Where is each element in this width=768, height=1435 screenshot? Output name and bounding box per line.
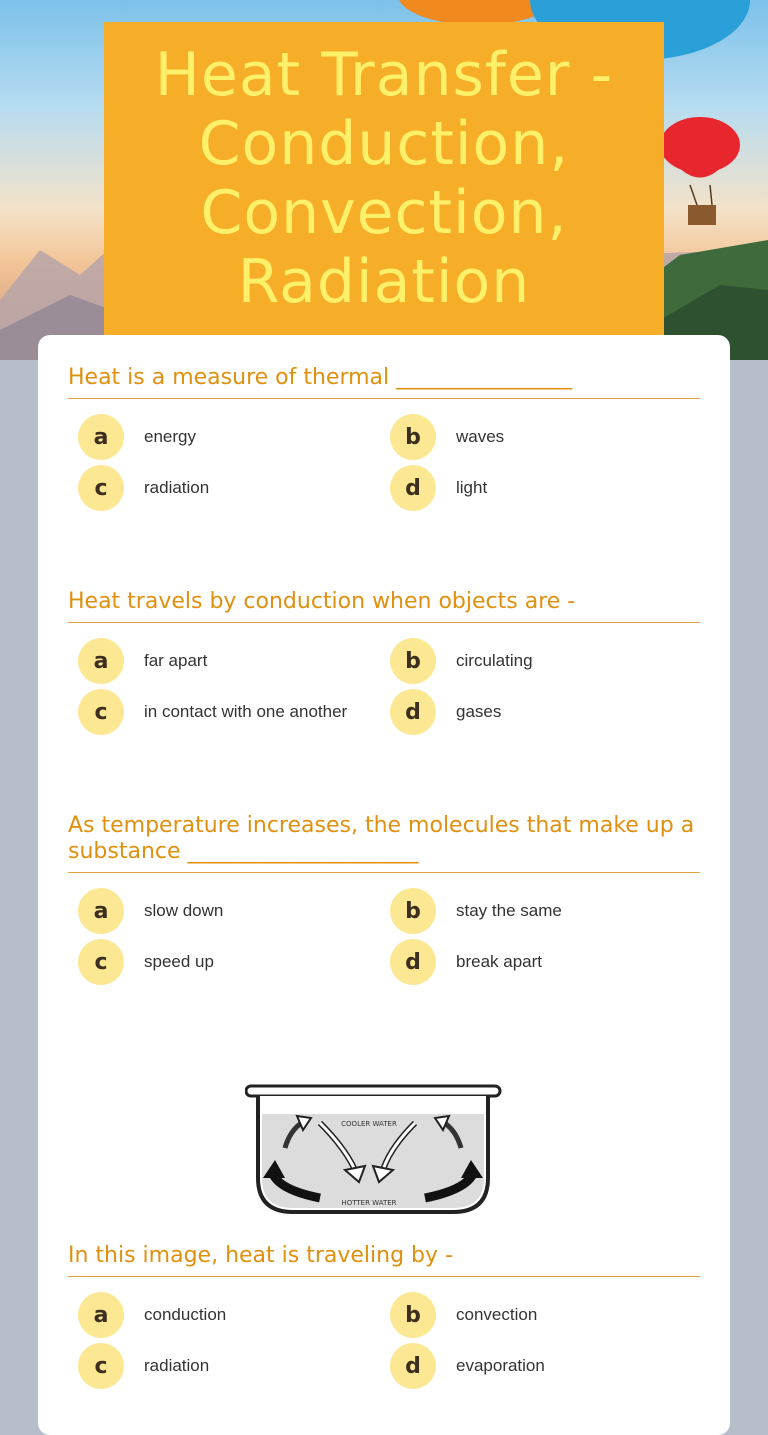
option-letter-badge: d bbox=[390, 1343, 436, 1389]
option-label: far apart bbox=[144, 651, 208, 670]
option-letter-badge: c bbox=[78, 689, 124, 735]
option-letter-badge: d bbox=[390, 939, 436, 985]
option-a[interactable] bbox=[68, 1292, 380, 1338]
option-d[interactable] bbox=[380, 465, 700, 511]
option-d[interactable] bbox=[380, 1343, 700, 1389]
option-letter-badge: d bbox=[390, 465, 436, 511]
question-2 bbox=[68, 589, 700, 740]
option-label: radiation bbox=[144, 1356, 210, 1375]
option-b[interactable] bbox=[380, 888, 700, 934]
answer-options bbox=[68, 888, 700, 990]
option-letter-badge: b bbox=[390, 1292, 436, 1338]
worksheet-card bbox=[38, 335, 730, 1435]
title-banner bbox=[104, 22, 664, 335]
option-label: gases bbox=[456, 702, 502, 721]
option-label: conduction bbox=[144, 1305, 227, 1324]
answer-options bbox=[68, 414, 700, 516]
option-c[interactable] bbox=[68, 939, 380, 985]
option-letter-badge: b bbox=[390, 414, 436, 460]
option-letter-badge: b bbox=[390, 888, 436, 934]
option-c[interactable] bbox=[68, 689, 380, 735]
option-label: evaporation bbox=[456, 1356, 545, 1375]
option-a[interactable] bbox=[68, 888, 380, 934]
option-a[interactable] bbox=[68, 414, 380, 460]
option-b[interactable] bbox=[380, 1292, 700, 1338]
option-d[interactable] bbox=[380, 689, 700, 735]
option-letter-badge: a bbox=[78, 414, 124, 460]
option-c[interactable] bbox=[68, 465, 380, 511]
option-label: circulating bbox=[456, 651, 533, 670]
option-letter-badge: c bbox=[78, 465, 124, 511]
question-text: As temperature increases, the molecules that make up a substance _____________________ bbox=[68, 813, 700, 873]
convection-pot-diagram bbox=[245, 1078, 505, 1218]
option-letter-badge: c bbox=[78, 939, 124, 985]
option-b[interactable] bbox=[380, 638, 700, 684]
option-label: break apart bbox=[456, 952, 542, 971]
option-letter-badge: d bbox=[390, 689, 436, 735]
hotter-water-label: HOTTER WATER bbox=[341, 1199, 397, 1207]
option-a[interactable] bbox=[68, 638, 380, 684]
question-4 bbox=[68, 1243, 700, 1394]
option-label: energy bbox=[144, 427, 196, 446]
option-letter-badge: c bbox=[78, 1343, 124, 1389]
option-label: speed up bbox=[144, 952, 214, 971]
cooler-water-label: COOLER WATER bbox=[341, 1120, 397, 1128]
option-label: stay the same bbox=[456, 901, 562, 920]
option-label: slow down bbox=[144, 901, 224, 920]
option-d[interactable] bbox=[380, 939, 700, 985]
option-letter-badge: a bbox=[78, 1292, 124, 1338]
option-b[interactable] bbox=[380, 414, 700, 460]
option-label: convection bbox=[456, 1305, 538, 1324]
question-text: Heat travels by conduction when objects are - bbox=[68, 589, 700, 623]
option-label: waves bbox=[456, 427, 505, 446]
question-text: Heat is a measure of thermal ________________ bbox=[68, 365, 700, 399]
option-c[interactable] bbox=[68, 1343, 380, 1389]
option-label: radiation bbox=[144, 478, 210, 497]
answer-options bbox=[68, 1292, 700, 1394]
answer-options bbox=[68, 638, 700, 740]
question-text: In this image, heat is traveling by - bbox=[68, 1243, 700, 1277]
option-label: light bbox=[456, 478, 488, 497]
option-letter-badge: a bbox=[78, 638, 124, 684]
option-label: in contact with one another bbox=[144, 702, 348, 721]
page-title: Heat Transfer - Conduction, Convection, Radiation bbox=[154, 39, 614, 317]
option-letter-badge: a bbox=[78, 888, 124, 934]
option-letter-badge: b bbox=[390, 638, 436, 684]
question-3 bbox=[68, 813, 700, 990]
question-1 bbox=[68, 365, 700, 516]
